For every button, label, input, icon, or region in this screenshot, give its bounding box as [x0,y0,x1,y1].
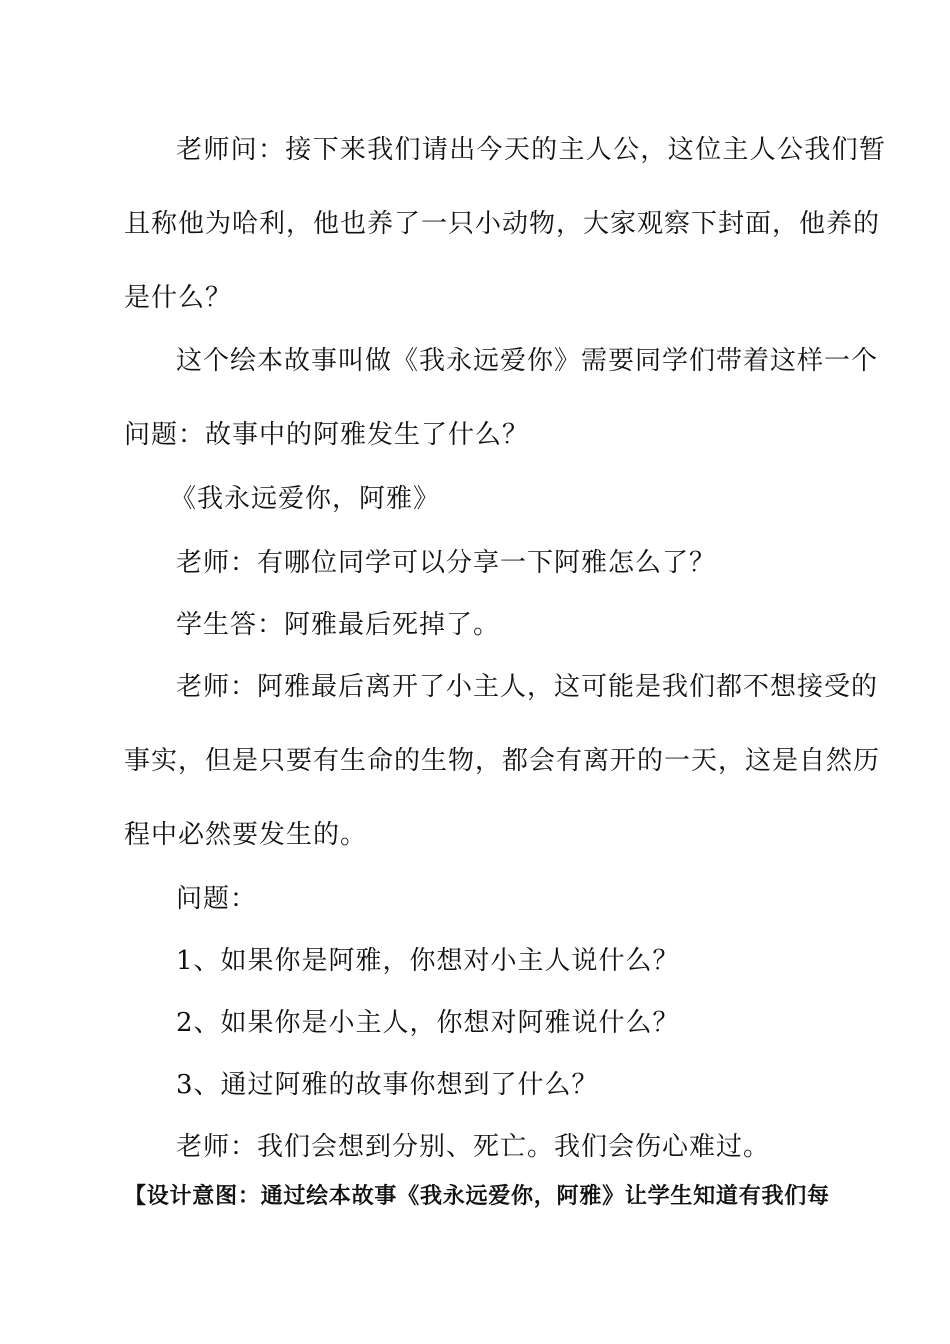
paragraph-line: 学生答：阿雅最后死掉了。 [176,610,501,640]
question-item: 2、如果你是小主人，你想对阿雅说什么？ [176,1008,680,1038]
paragraph-line: 是什么？ [124,283,233,313]
paragraph-line: 事实，但是只要有生命的生物，都会有离开的一天，这是自然历 [124,746,881,776]
paragraph-line: 问题：故事中的阿雅发生了什么？ [124,420,530,450]
paragraph-line: 老师：我们会想到分别、死亡。我们会伤心难过。 [176,1132,771,1162]
question-item: 1、如果你是阿雅，你想对小主人说什么？ [176,946,680,976]
paragraph-line: 老师问：接下来我们请出今天的主人公，这位主人公我们暂 [176,135,886,165]
paragraph-line: 程中必然要发生的。 [124,820,368,850]
book-title-line: 《我永远爱你，阿雅》 [170,484,441,514]
design-intent-note: 【设计意图：通过绘本故事《我永远爱你，阿雅》让学生知道有我们每 [124,1184,829,1209]
paragraph-line: 问题： [176,884,258,914]
paragraph-line: 老师：有哪位同学可以分享一下阿雅怎么了？ [176,548,717,578]
paragraph-line: 且称他为哈利，他也养了一只小动物，大家观察下封面，他养的 [124,209,881,239]
paragraph-line: 这个绘本故事叫做《我永远爱你》需要同学们带着这样一个 [176,346,879,376]
question-item: 3、通过阿雅的故事你想到了什么？ [176,1070,599,1100]
paragraph-line: 老师：阿雅最后离开了小主人，这可能是我们都不想接受的 [176,672,879,702]
